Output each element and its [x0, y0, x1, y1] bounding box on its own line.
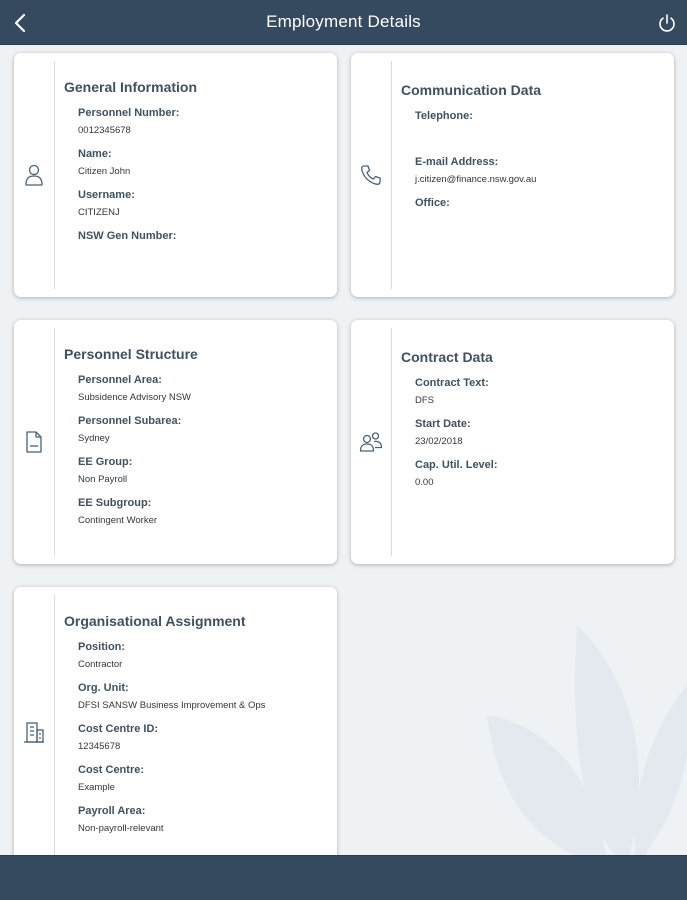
field-value: 12345678 — [78, 741, 121, 752]
field-label: Personnel Number: — [78, 107, 180, 119]
field-email-address — [415, 155, 664, 186]
phone-icon — [360, 164, 382, 186]
power-icon — [657, 13, 677, 33]
field-nsw-gen-number — [78, 229, 327, 260]
building-icon — [22, 720, 46, 744]
field-personnel-number — [78, 106, 327, 137]
field-value: Contractor — [78, 659, 123, 670]
field-value: Example — [78, 782, 115, 793]
field-value: DFS — [415, 395, 434, 406]
field-label: EE Subgroup: — [78, 497, 152, 509]
card-general-information — [14, 53, 337, 297]
group-icon — [359, 431, 383, 453]
field-value: Non-payroll-relevant — [78, 823, 164, 834]
field-label: Personnel Subarea: — [78, 415, 182, 427]
card-icon-column — [351, 61, 392, 289]
field-label: Personnel Area: — [78, 374, 162, 386]
field-label: Cost Centre ID: — [78, 723, 159, 735]
field-label: Cap. Util. Level: — [415, 459, 498, 471]
card-communication-data — [351, 53, 674, 297]
field-org-unit — [78, 681, 327, 712]
field-label: Cost Centre: — [78, 764, 145, 776]
field-value — [415, 215, 664, 227]
field-cost-centre-id — [78, 722, 327, 753]
card-contract-data — [351, 320, 674, 564]
field-username — [78, 188, 327, 219]
field-label: Contract Text: — [415, 377, 489, 389]
field-payroll-area — [78, 804, 327, 835]
field-value — [78, 248, 327, 260]
footer-toolbar — [0, 855, 687, 900]
card-title: Organisational Assignment — [64, 613, 246, 629]
field-value: 0012345678 — [78, 125, 131, 136]
field-value: Sydney — [78, 433, 110, 444]
field-position — [78, 640, 327, 671]
field-label: Name: — [78, 148, 112, 160]
chevron-left-icon — [13, 13, 27, 33]
logout-button[interactable] — [647, 0, 687, 45]
field-label: Position: — [78, 641, 126, 653]
card-icon-column — [14, 61, 55, 289]
card-title: Communication Data — [401, 82, 542, 98]
field-name — [78, 147, 327, 178]
field-ee-subgroup — [78, 496, 327, 527]
field-value: 0.00 — [415, 477, 434, 488]
content-area[interactable] — [0, 45, 687, 855]
card-title: Personnel Structure — [64, 346, 198, 362]
person-icon — [24, 163, 44, 187]
field-label: Office: — [415, 197, 450, 209]
field-value: DFSI SANSW Business Improvement & Ops — [78, 700, 266, 711]
field-telephone — [415, 109, 664, 145]
field-label: Start Date: — [415, 418, 471, 430]
field-value: Subsidence Advisory NSW — [78, 392, 191, 403]
app-header — [0, 0, 687, 45]
field-personnel-area — [78, 373, 327, 404]
field-start-date — [415, 417, 664, 448]
waratah-watermark — [427, 605, 687, 855]
card-personnel-structure — [14, 320, 337, 564]
field-label: Org. Unit: — [78, 682, 129, 694]
field-ee-group — [78, 455, 327, 486]
field-label: Telephone: — [415, 110, 473, 122]
field-cost-centre — [78, 763, 327, 794]
field-contract-text — [415, 376, 664, 407]
card-title: General Information — [64, 79, 198, 95]
field-label: NSW Gen Number: — [78, 230, 177, 242]
back-button[interactable] — [0, 0, 40, 45]
card-organisational-assignment — [14, 587, 337, 855]
field-value: j.citizen@finance.nsw.gov.au — [415, 174, 537, 185]
field-value: 23/02/2018 — [415, 436, 463, 447]
field-label: E-mail Address: — [415, 156, 499, 168]
page-title: Employment Details — [266, 12, 421, 31]
field-value: Citizen John — [78, 166, 131, 177]
card-icon-column — [14, 595, 55, 855]
card-title: Contract Data — [401, 349, 493, 365]
document-icon — [24, 430, 44, 454]
field-office — [415, 196, 664, 227]
field-label: EE Group: — [78, 456, 133, 468]
field-value: CITIZENJ — [78, 207, 120, 218]
field-value: Non Payroll — [78, 474, 128, 485]
field-cap-util-level — [415, 458, 664, 489]
card-icon-column — [14, 328, 55, 556]
card-icon-column — [351, 328, 392, 556]
field-value — [415, 128, 664, 145]
field-label: Payroll Area: — [78, 805, 146, 817]
field-personnel-subarea — [78, 414, 327, 445]
field-value: Contingent Worker — [78, 515, 158, 526]
field-label: Username: — [78, 189, 135, 201]
